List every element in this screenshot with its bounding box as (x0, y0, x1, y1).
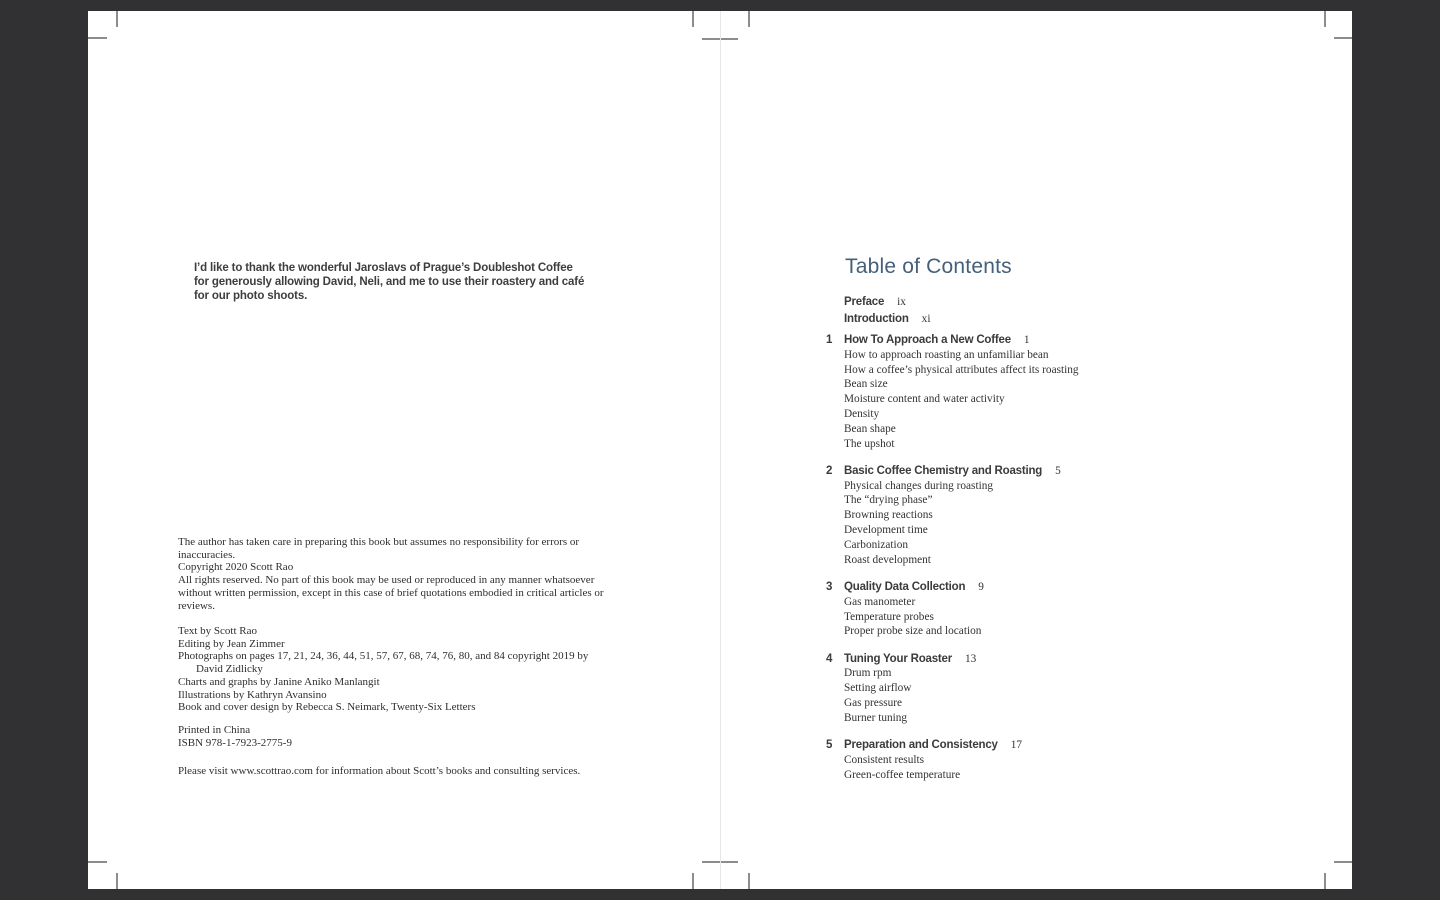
crop-mark-bottom-right-horizontal (1334, 861, 1352, 863)
toc-chapter (826, 463, 1079, 568)
printing-line: ISBN 978-1-7923-2775-9 (178, 736, 292, 749)
credits-block (178, 625, 608, 714)
toc-subitem: Setting airflow (844, 682, 912, 695)
toc-subitem: How a coffee’s physical attributes affect its roasting (844, 363, 1079, 376)
credit-line: David Zidlicky (196, 663, 263, 676)
toc-subitem: Carbonization (844, 538, 908, 551)
chapter-page-number: 5 (1055, 464, 1061, 477)
chapter-number: 5 (826, 739, 833, 752)
toc-subitem: Roast development (844, 553, 931, 566)
credit-line: Editing by Jean Zimmer (178, 637, 285, 650)
toc-entry-label: Introduction (844, 313, 909, 325)
toc-chapter (826, 332, 1079, 451)
crop-mark-top-left-horizontal (88, 37, 107, 39)
printing-line: Printed in China (178, 724, 251, 736)
chapter-number: 4 (826, 652, 833, 665)
toc-front-matter-row (844, 293, 930, 310)
crop-mark-top-middle-right (748, 11, 750, 27)
chapter-title: Quality Data Collection (844, 580, 966, 593)
toc-chapter (826, 737, 1079, 782)
toc-subitem: Burner tuning (844, 711, 908, 724)
crop-mark-bottom-middle-right (748, 873, 750, 889)
disclaimer-line: reviews. (178, 599, 215, 612)
chapter-number: 3 (826, 580, 833, 593)
toc-entry-page-number: ix (897, 296, 906, 308)
toc-chapter (826, 579, 1079, 639)
toc-subitem: The “drying phase” (844, 494, 933, 507)
toc-entry-page-number: xi (921, 313, 931, 325)
crop-mark-top-right-vertical (1324, 11, 1326, 27)
toc-subitem: Density (844, 407, 880, 420)
credit-line: Photographs on pages 17, 21, 24, 36, 44, 51, 57, 67, 68, 74, 76, 80, and 84 copyright 2019 by (178, 650, 589, 663)
toc-subitem: Bean shape (844, 422, 896, 435)
chapter-title: Basic Coffee Chemistry and Roasting (844, 464, 1043, 477)
crop-mark-bottom-middle-left (692, 873, 694, 889)
crop-mark-top-left-vertical (116, 11, 118, 27)
website-note: Please visit www.scottrao.com for information about Scott’s books and consulting services. (178, 765, 581, 777)
chapter-number: 2 (826, 464, 833, 477)
toc-chapter (826, 651, 1079, 726)
toc-front-matter-row (844, 310, 930, 327)
acknowledgment-line: for our photo shoots. (194, 290, 308, 302)
toc-chapter-heading (826, 332, 1079, 348)
toc-subitem: Gas pressure (844, 697, 903, 710)
chapter-page-number: 9 (978, 580, 984, 593)
toc-subitem: Gas manometer (844, 595, 916, 608)
toc-subitem: Browning reactions (844, 509, 933, 522)
toc-chapter-heading (826, 463, 1079, 479)
toc-subitem: Consistent results (844, 753, 925, 766)
toc-chapters (826, 332, 1079, 794)
acknowledgment-block (194, 261, 606, 303)
disclaimer-line: without written permission, except in this case of brief quotations embodied in critical articles or (178, 586, 604, 599)
toc-subitem: Physical changes during roasting (844, 479, 994, 492)
printing-isbn-block (178, 724, 608, 749)
toc-subitem: Proper probe size and location (844, 625, 982, 638)
toc-chapter-heading (826, 737, 1079, 753)
toc-subitem: Temperature probes (844, 610, 934, 623)
crop-mark-top-middle-left (692, 11, 694, 27)
chapter-page-number: 13 (965, 652, 977, 665)
credit-line: Book and cover design by Rebecca S. Neimark, Twenty-Six Letters (178, 701, 476, 714)
toc-subitem: Drum rpm (844, 667, 892, 680)
toc-page-title: Table of Contents (845, 255, 1012, 278)
crop-mark-bottom-left-horizontal (88, 861, 107, 863)
disclaimer-line: inaccuracies. (178, 548, 236, 561)
toc-subitem: Bean size (844, 378, 888, 391)
acknowledgment-line: for generously allowing David, Neli, and me to use their roastery and café (194, 276, 585, 288)
toc-subitem: Green-coffee temperature (844, 768, 961, 781)
toc-subitem: The upshot (844, 437, 895, 450)
toc-chapter-heading (826, 579, 1079, 595)
chapter-title: How To Approach a New Coffee (844, 334, 1011, 346)
crop-mark-bottom-left-vertical (116, 873, 118, 889)
chapter-page-number: 1 (1023, 334, 1030, 346)
toc-chapter-heading (826, 651, 1079, 667)
acknowledgment-line: I’d like to thank the wonderful Jaroslavs of Prague’s Doubleshot Coffee (194, 262, 573, 274)
toc-subitem: How to approach roasting an unfamiliar bean (844, 348, 1049, 361)
book-spread (88, 11, 1352, 889)
disclaimer-line: All rights reserved. No part of this book may be used or reproduced in any manner whatsoever (178, 574, 595, 587)
disclaimer-block (178, 536, 608, 612)
toc-subitem: Development time (844, 524, 928, 537)
toc-entry-label: Preface (844, 296, 885, 308)
disclaimer-line: The author has taken care in preparing this book but assumes no responsibility for errors or (178, 536, 580, 548)
chapter-title: Tuning Your Roaster (844, 652, 953, 665)
crop-mark-top-right-horizontal (1334, 37, 1352, 39)
crop-mark-bottom-right-vertical (1324, 873, 1326, 889)
toc-subitem: Moisture content and water activity (844, 393, 1005, 406)
chapter-page-number: 17 (1010, 739, 1023, 752)
toc-front-matter (844, 293, 930, 327)
disclaimer-line: Copyright 2020 Scott Rao (178, 561, 294, 574)
credit-line: Illustrations by Kathryn Avansino (178, 688, 327, 701)
chapter-title: Preparation and Consistency (844, 739, 998, 752)
credit-line: Charts and graphs by Janine Aniko Manlangit (178, 675, 380, 688)
page-spine-divider (720, 11, 721, 889)
chapter-number: 1 (826, 334, 833, 346)
credit-line: Text by Scott Rao (178, 625, 257, 637)
